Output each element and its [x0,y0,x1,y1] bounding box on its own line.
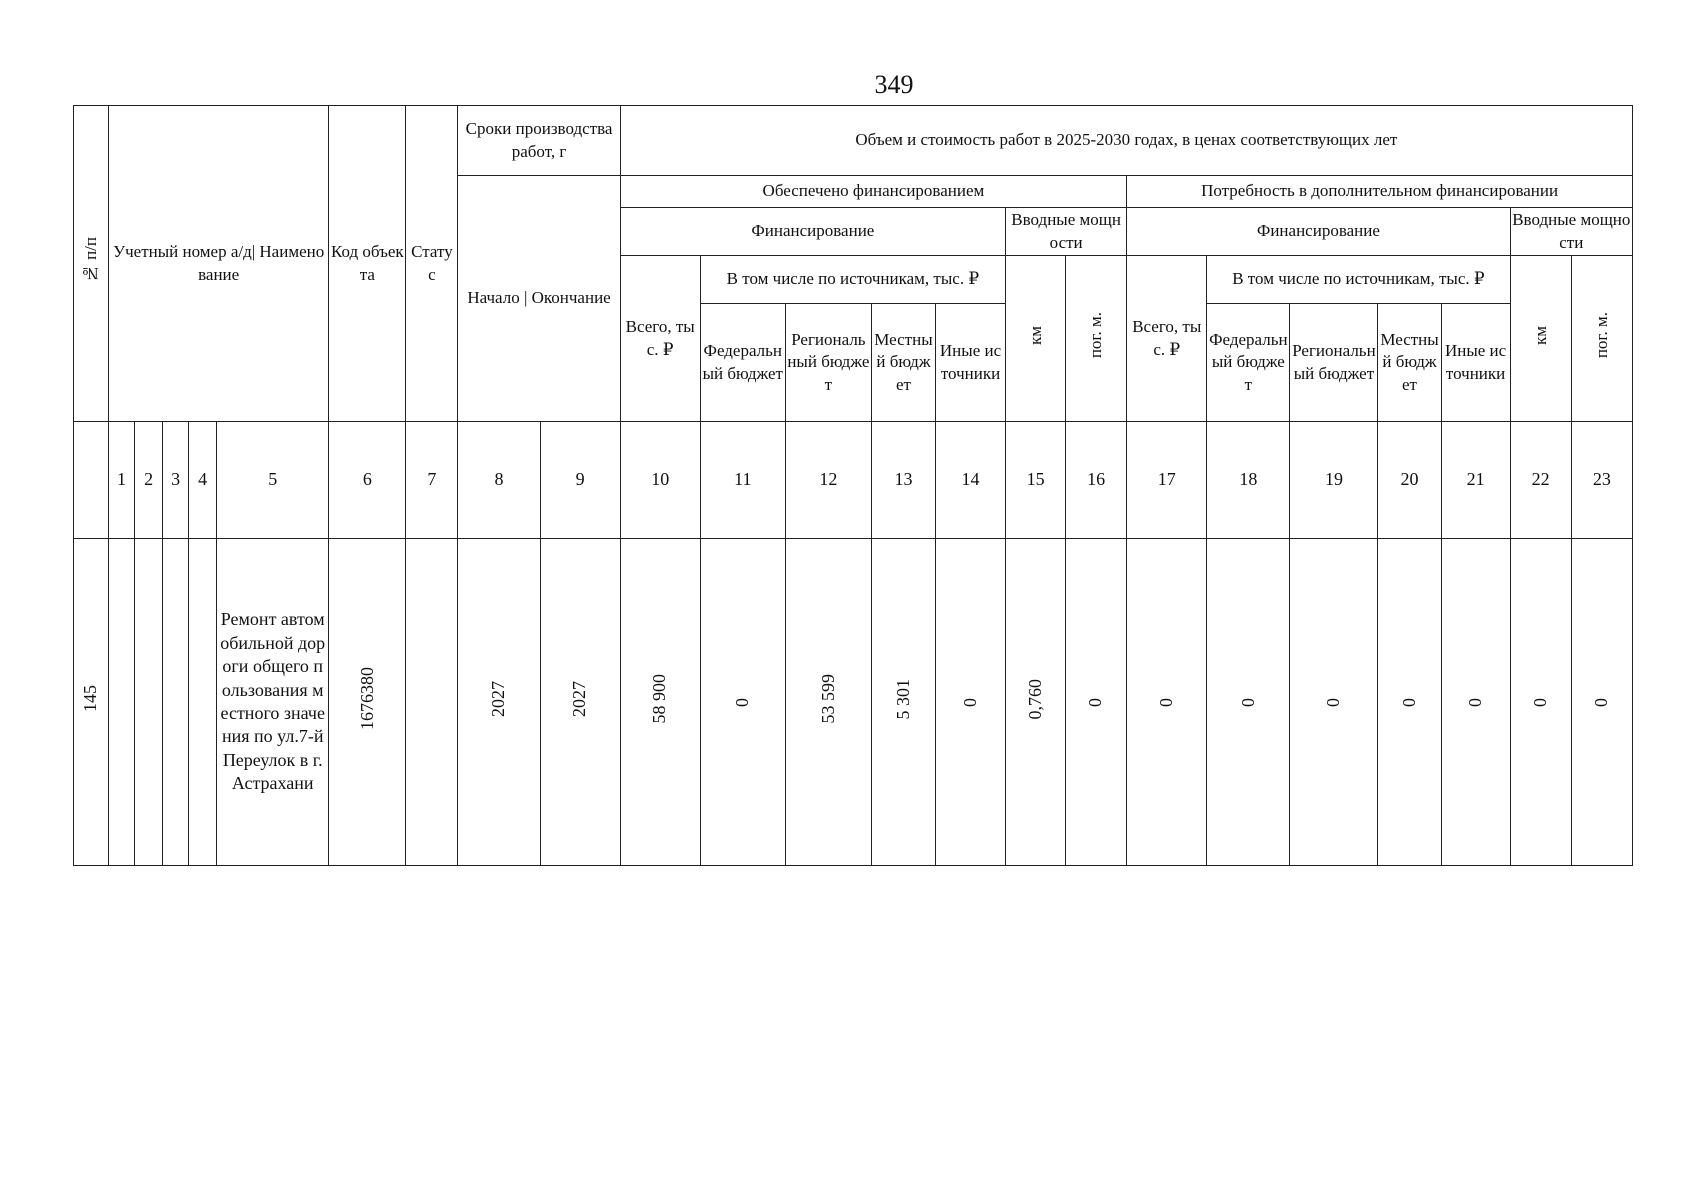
column-number: 3 [163,422,189,539]
column-number: 16 [1066,422,1127,539]
header-volume: Объем и стоимость работ в 2025-2030 годах, в ценах соответствующих лет [620,106,1632,176]
cell-need-other: 0 [1441,539,1510,866]
column-number: 22 [1510,422,1571,539]
column-number: 18 [1207,422,1290,539]
column-number: 1 [109,422,135,539]
header-num: № п/п [74,106,109,422]
column-number: 17 [1127,422,1207,539]
cell-status [406,539,458,866]
page-number: 349 [874,70,914,99]
cell-name: Ремонт автомобильной дороги общего пользования местного значения по ул.7-й Переулок в г. Астрахани [217,539,329,866]
cell-total: 58 900 [620,539,700,866]
header-regional-provided: Региональный бюджет [785,304,871,422]
header-local-need: Местный бюджет [1378,304,1441,422]
cell-other: 0 [936,539,1006,866]
column-number-row [74,422,1633,539]
cell-local: 5 301 [871,539,935,866]
header-capacity-need: Вводные мощности [1510,208,1632,256]
column-number: 13 [871,422,935,539]
header-name: Учетный номер а/д| Наименование [109,106,329,422]
column-number: 9 [540,422,620,539]
column-number: 8 [458,422,540,539]
header-pogm-need: пог. м. [1571,256,1632,422]
cell-c2 [135,539,163,866]
column-number: 10 [620,422,700,539]
header-other-provided: Иные источники [936,304,1006,422]
cell-c1 [109,539,135,866]
column-number: 23 [1571,422,1632,539]
header-federal-provided: Федеральный бюджет [700,304,785,422]
header-km-provided: км [1006,256,1066,422]
header-code: Код объекта [329,106,406,422]
header-sources-provided: В том числе по источникам, тыс. ₽ [700,256,1005,304]
cell-regional: 53 599 [785,539,871,866]
cell-km: 0,760 [1006,539,1066,866]
column-number: 6 [329,422,406,539]
header-federal-need: Федеральный бюджет [1207,304,1290,422]
column-number: 5 [217,422,329,539]
header-pogm-provided: пог. м. [1066,256,1127,422]
column-number: 12 [785,422,871,539]
column-number: 20 [1378,422,1441,539]
header-terms: Сроки производства работ, г [458,106,620,176]
header-status: Статус [406,106,458,422]
cell-federal: 0 [700,539,785,866]
header-total-provided: Всего, тыс. ₽ [620,256,700,422]
cell-pog-m: 0 [1066,539,1127,866]
cell-need-local: 0 [1378,539,1441,866]
header-financing-provided: Финансирование [620,208,1005,256]
header-regional-need: Региональный бюджет [1290,304,1378,422]
cell-c3 [163,539,189,866]
column-number: 19 [1290,422,1378,539]
cell-need-km: 0 [1510,539,1571,866]
header-financing-need: Финансирование [1127,208,1510,256]
cell-need-regional: 0 [1290,539,1378,866]
column-number: 21 [1441,422,1510,539]
column-number: 7 [406,422,458,539]
header-terms-sub: Начало | Окончание [458,176,620,422]
cell-end: 2027 [540,539,620,866]
column-number: 15 [1006,422,1066,539]
header-km-need: км [1510,256,1571,422]
cell-need-pog-m: 0 [1571,539,1632,866]
header-local-provided: Местный бюджет [871,304,935,422]
header-need: Потребность в дополнительном финансировании [1127,176,1633,208]
table-row [74,539,1633,866]
cell-c4 [189,539,217,866]
column-number: 4 [189,422,217,539]
cell-need-federal: 0 [1207,539,1290,866]
header-capacity-provided: Вводные мощности [1006,208,1127,256]
cell-code: 1676380 [329,539,406,866]
column-number: 11 [700,422,785,539]
header-sources-need: В том числе по источникам, тыс. ₽ [1207,256,1510,304]
column-number-blank [74,422,109,539]
cell-start: 2027 [458,539,540,866]
header-provided: Обеспечено финансированием [620,176,1127,208]
cell-need-total: 0 [1127,539,1207,866]
road-works-table [73,105,1633,866]
column-number: 14 [936,422,1006,539]
cell-num: 145 [74,539,109,866]
column-number: 2 [135,422,163,539]
header-other-need: Иные источники [1441,304,1510,422]
header-total-need: Всего, тыс. ₽ [1127,256,1207,422]
